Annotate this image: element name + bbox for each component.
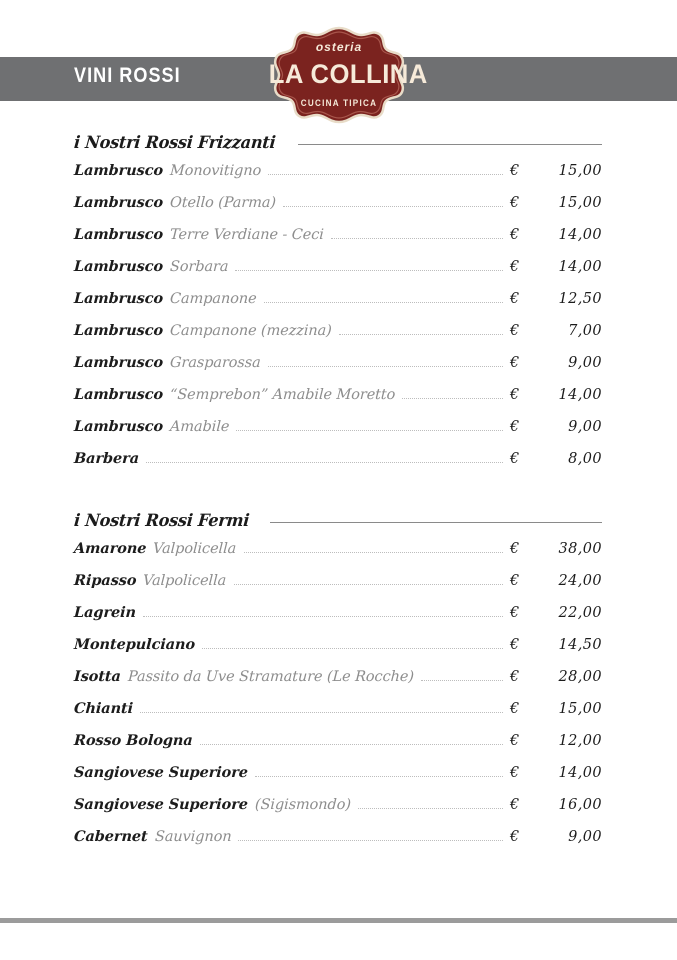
menu-item-names (74, 354, 261, 371)
menu-item-name: Cabernet (73, 828, 149, 845)
menu-item-name: Montepulciano (73, 636, 196, 653)
menu-item-price (510, 573, 602, 589)
currency-symbol: € (510, 323, 520, 339)
menu-item-names (74, 636, 195, 653)
section-rule (298, 144, 602, 145)
section-title: i Nostri Rossi Fermi (73, 511, 251, 531)
menu-item-name: Sangiovese Superiore (73, 764, 249, 781)
dot-leader (255, 771, 503, 777)
restaurant-logo (265, 26, 428, 124)
dot-leader (283, 201, 503, 207)
menu-item-names (74, 732, 193, 749)
menu-item-variant: Monovitigno (169, 163, 262, 179)
menu-item-name: Sangiovese Superiore (73, 796, 249, 813)
menu-item-price (510, 355, 602, 371)
dot-leader (339, 329, 503, 335)
section-title: i Nostri Rossi Frizzanti (73, 133, 277, 153)
menu-item-names (74, 764, 248, 781)
menu-row[interactable] (74, 418, 602, 450)
price-value: 24,00 (558, 573, 602, 589)
currency-symbol: € (510, 163, 520, 179)
menu-item-name: Lambrusco (73, 162, 164, 179)
menu-item-variant: Grasparossa (169, 355, 262, 371)
menu-item-price (510, 541, 602, 557)
menu-item-name: Lagrein (73, 604, 137, 621)
logo-osteria-text: osteria (315, 40, 363, 54)
menu-row[interactable] (74, 764, 602, 796)
menu-item-name: Lambrusco (73, 386, 164, 403)
menu-item-price (510, 227, 602, 243)
menu-item-price (510, 195, 602, 211)
menu-item-names (74, 386, 395, 403)
menu-item-price (510, 733, 602, 749)
menu-item-name: Ripasso (73, 572, 137, 589)
menu-item-name: Lambrusco (73, 354, 164, 371)
menu-item-variant: Amabile (169, 419, 230, 435)
menu-row[interactable] (74, 732, 602, 764)
currency-symbol: € (510, 669, 520, 685)
menu-item-variant: Valpolicella (142, 573, 227, 589)
menu-item-price (510, 701, 602, 717)
menu-item-price (510, 387, 602, 403)
menu-row[interactable] (74, 540, 602, 572)
logo-name-text: LA COLLINA (268, 59, 428, 89)
menu-item-name: Lambrusco (73, 322, 164, 339)
currency-symbol: € (510, 259, 520, 275)
menu-row[interactable] (74, 828, 602, 860)
currency-symbol: € (510, 451, 520, 467)
menu-item-names (74, 668, 414, 685)
price-value: 12,50 (558, 291, 602, 307)
currency-symbol: € (510, 573, 520, 589)
price-value: 14,50 (558, 637, 602, 653)
menu-item-price (510, 323, 602, 339)
menu-item-names (74, 194, 276, 211)
footer-rule (0, 918, 677, 923)
menu-item-variant: Valpolicella (152, 541, 237, 557)
currency-symbol: € (510, 605, 520, 621)
menu-row[interactable] (74, 572, 602, 604)
menu-row[interactable] (74, 162, 602, 194)
menu-row[interactable] (74, 194, 602, 226)
currency-symbol: € (510, 701, 520, 717)
currency-symbol: € (510, 637, 520, 653)
currency-symbol: € (510, 227, 520, 243)
price-value: 8,00 (568, 451, 602, 467)
menu-row[interactable] (74, 700, 602, 732)
menu-row[interactable] (74, 450, 602, 482)
currency-symbol: € (510, 195, 520, 211)
menu-item-price (510, 259, 602, 275)
menu-item-price (510, 451, 602, 467)
menu-row[interactable] (74, 258, 602, 290)
menu-item-names (74, 226, 324, 243)
price-value: 15,00 (558, 701, 602, 717)
price-value: 38,00 (558, 541, 602, 557)
menu-item-names (74, 322, 332, 339)
currency-symbol: € (510, 541, 520, 557)
menu-item-name: Lambrusco (73, 290, 164, 307)
menu-row[interactable] (74, 796, 602, 828)
dot-leader (202, 643, 503, 649)
menu-item-names (74, 700, 133, 717)
currency-symbol: € (510, 419, 520, 435)
price-value: 12,00 (558, 733, 602, 749)
menu-item-name: Lambrusco (73, 258, 164, 275)
menu-row[interactable] (74, 604, 602, 636)
dot-leader (236, 425, 503, 431)
menu-item-price (510, 829, 602, 845)
menu-item-price (510, 669, 602, 685)
price-value: 16,00 (558, 797, 602, 813)
section-header-frizzanti (74, 128, 602, 158)
dot-leader (402, 393, 503, 399)
menu-item-variant: “Semprebon” Amabile Moretto (169, 387, 396, 403)
currency-symbol: € (510, 291, 520, 307)
menu-item-price (510, 765, 602, 781)
currency-symbol: € (510, 387, 520, 403)
menu-body (74, 128, 602, 860)
menu-item-variant: Terre Verdiane - Ceci (169, 227, 325, 243)
price-value: 22,00 (558, 605, 602, 621)
dot-leader (264, 297, 503, 303)
menu-row[interactable] (74, 322, 602, 354)
menu-item-variant: (Sigismondo) (254, 797, 352, 813)
menu-item-name: Rosso Bologna (73, 732, 194, 749)
menu-item-variant: Passito da Uve Stramature (Le Rocche) (127, 669, 415, 685)
price-value: 7,00 (568, 323, 602, 339)
price-value: 14,00 (558, 227, 602, 243)
menu-item-price (510, 797, 602, 813)
menu-item-names (74, 450, 139, 467)
menu-item-price (510, 163, 602, 179)
dot-leader (358, 803, 503, 809)
menu-item-names (74, 572, 227, 589)
menu-item-names (74, 828, 231, 845)
menu-item-names (74, 540, 237, 557)
dot-leader (146, 457, 503, 463)
dot-leader (238, 835, 503, 841)
menu-row[interactable] (74, 354, 602, 386)
menu-item-names (74, 418, 229, 435)
menu-item-name: Barbera (73, 450, 140, 467)
menu-row[interactable] (74, 290, 602, 322)
price-value: 28,00 (558, 669, 602, 685)
dot-leader (244, 547, 503, 553)
menu-item-names (74, 162, 261, 179)
dot-leader (234, 579, 503, 585)
menu-row[interactable] (74, 226, 602, 258)
currency-symbol: € (510, 733, 520, 749)
dot-leader (140, 707, 503, 713)
currency-symbol: € (510, 355, 520, 371)
logo-tagline-text: CUCINA TIPICA (300, 98, 378, 108)
price-value: 14,00 (558, 387, 602, 403)
dot-leader (143, 611, 503, 617)
page-title: VINI ROSSI (74, 64, 181, 87)
menu-item-names (74, 258, 228, 275)
dot-leader (421, 675, 503, 681)
menu-item-price (510, 637, 602, 653)
price-value: 9,00 (568, 419, 602, 435)
dot-leader (268, 361, 503, 367)
menu-item-variant: Sauvignon (154, 829, 232, 845)
menu-row[interactable] (74, 668, 602, 700)
menu-item-name: Amarone (73, 540, 147, 557)
price-value: 9,00 (568, 355, 602, 371)
menu-item-variant: Sorbara (169, 259, 229, 275)
menu-item-variant: Campanone (mezzina) (169, 323, 333, 339)
menu-item-names (74, 290, 257, 307)
menu-row[interactable] (74, 386, 602, 418)
section-rule (270, 522, 602, 523)
price-value: 14,00 (558, 259, 602, 275)
menu-item-name: Lambrusco (73, 418, 164, 435)
dot-leader (235, 265, 503, 271)
menu-item-variant: Campanone (169, 291, 257, 307)
menu-item-name: Isotta (73, 668, 122, 685)
dot-leader (331, 233, 503, 239)
menu-item-name: Lambrusco (73, 194, 164, 211)
menu-item-name: Lambrusco (73, 226, 164, 243)
price-value: 14,00 (558, 765, 602, 781)
section-header-fermi (74, 506, 602, 536)
menu-item-variant: Otello (Parma) (169, 195, 277, 211)
dot-leader (200, 739, 503, 745)
menu-row[interactable] (74, 636, 602, 668)
menu-item-price (510, 419, 602, 435)
dot-leader (268, 169, 503, 175)
currency-symbol: € (510, 765, 520, 781)
menu-item-price (510, 605, 602, 621)
menu-item-names (74, 604, 136, 621)
menu-item-price (510, 291, 602, 307)
currency-symbol: € (510, 829, 520, 845)
menu-item-names (74, 796, 351, 813)
currency-symbol: € (510, 797, 520, 813)
price-value: 9,00 (568, 829, 602, 845)
price-value: 15,00 (558, 163, 602, 179)
menu-item-name: Chianti (73, 700, 134, 717)
price-value: 15,00 (558, 195, 602, 211)
